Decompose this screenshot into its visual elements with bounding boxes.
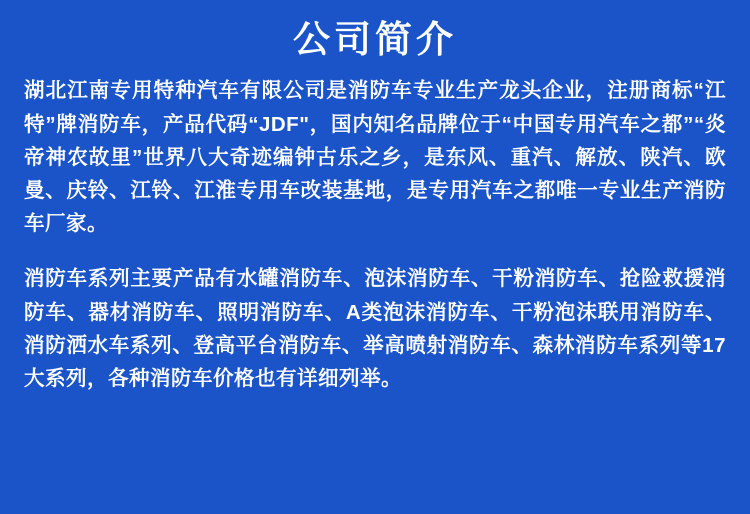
page-title: 公司简介 bbox=[293, 19, 457, 60]
paragraph-products: 消防车系列主要产品有水罐消防车、泡沫消防车、干粉消防车、抢险救援消防车、器材消防车、照明消防车、A类泡沫消防车、干粉泡沫联用消防车、消防洒水车系列、登高平台消防车、举高喷射消防车、森林消防车系列等17大系列，各种消防车价格也有详细列举。 bbox=[24, 267, 726, 391]
profile-body bbox=[18, 74, 732, 395]
paragraph-intro: 湖北江南专用特种汽车有限公司是消防车专业生产龙头企业，注册商标“江特”牌消防车，产品代码“JDF"，国内知名品牌位于“中国专用汽车之都”“炎帝神农故里”世界八大奇迹编钟古乐之乡，是东风、重汽、解放、陕汽、欧曼、庆铃、江铃、江淮专用车改装基地，是专用汽车之都唯一专业生产消防车厂家。 bbox=[24, 79, 726, 236]
